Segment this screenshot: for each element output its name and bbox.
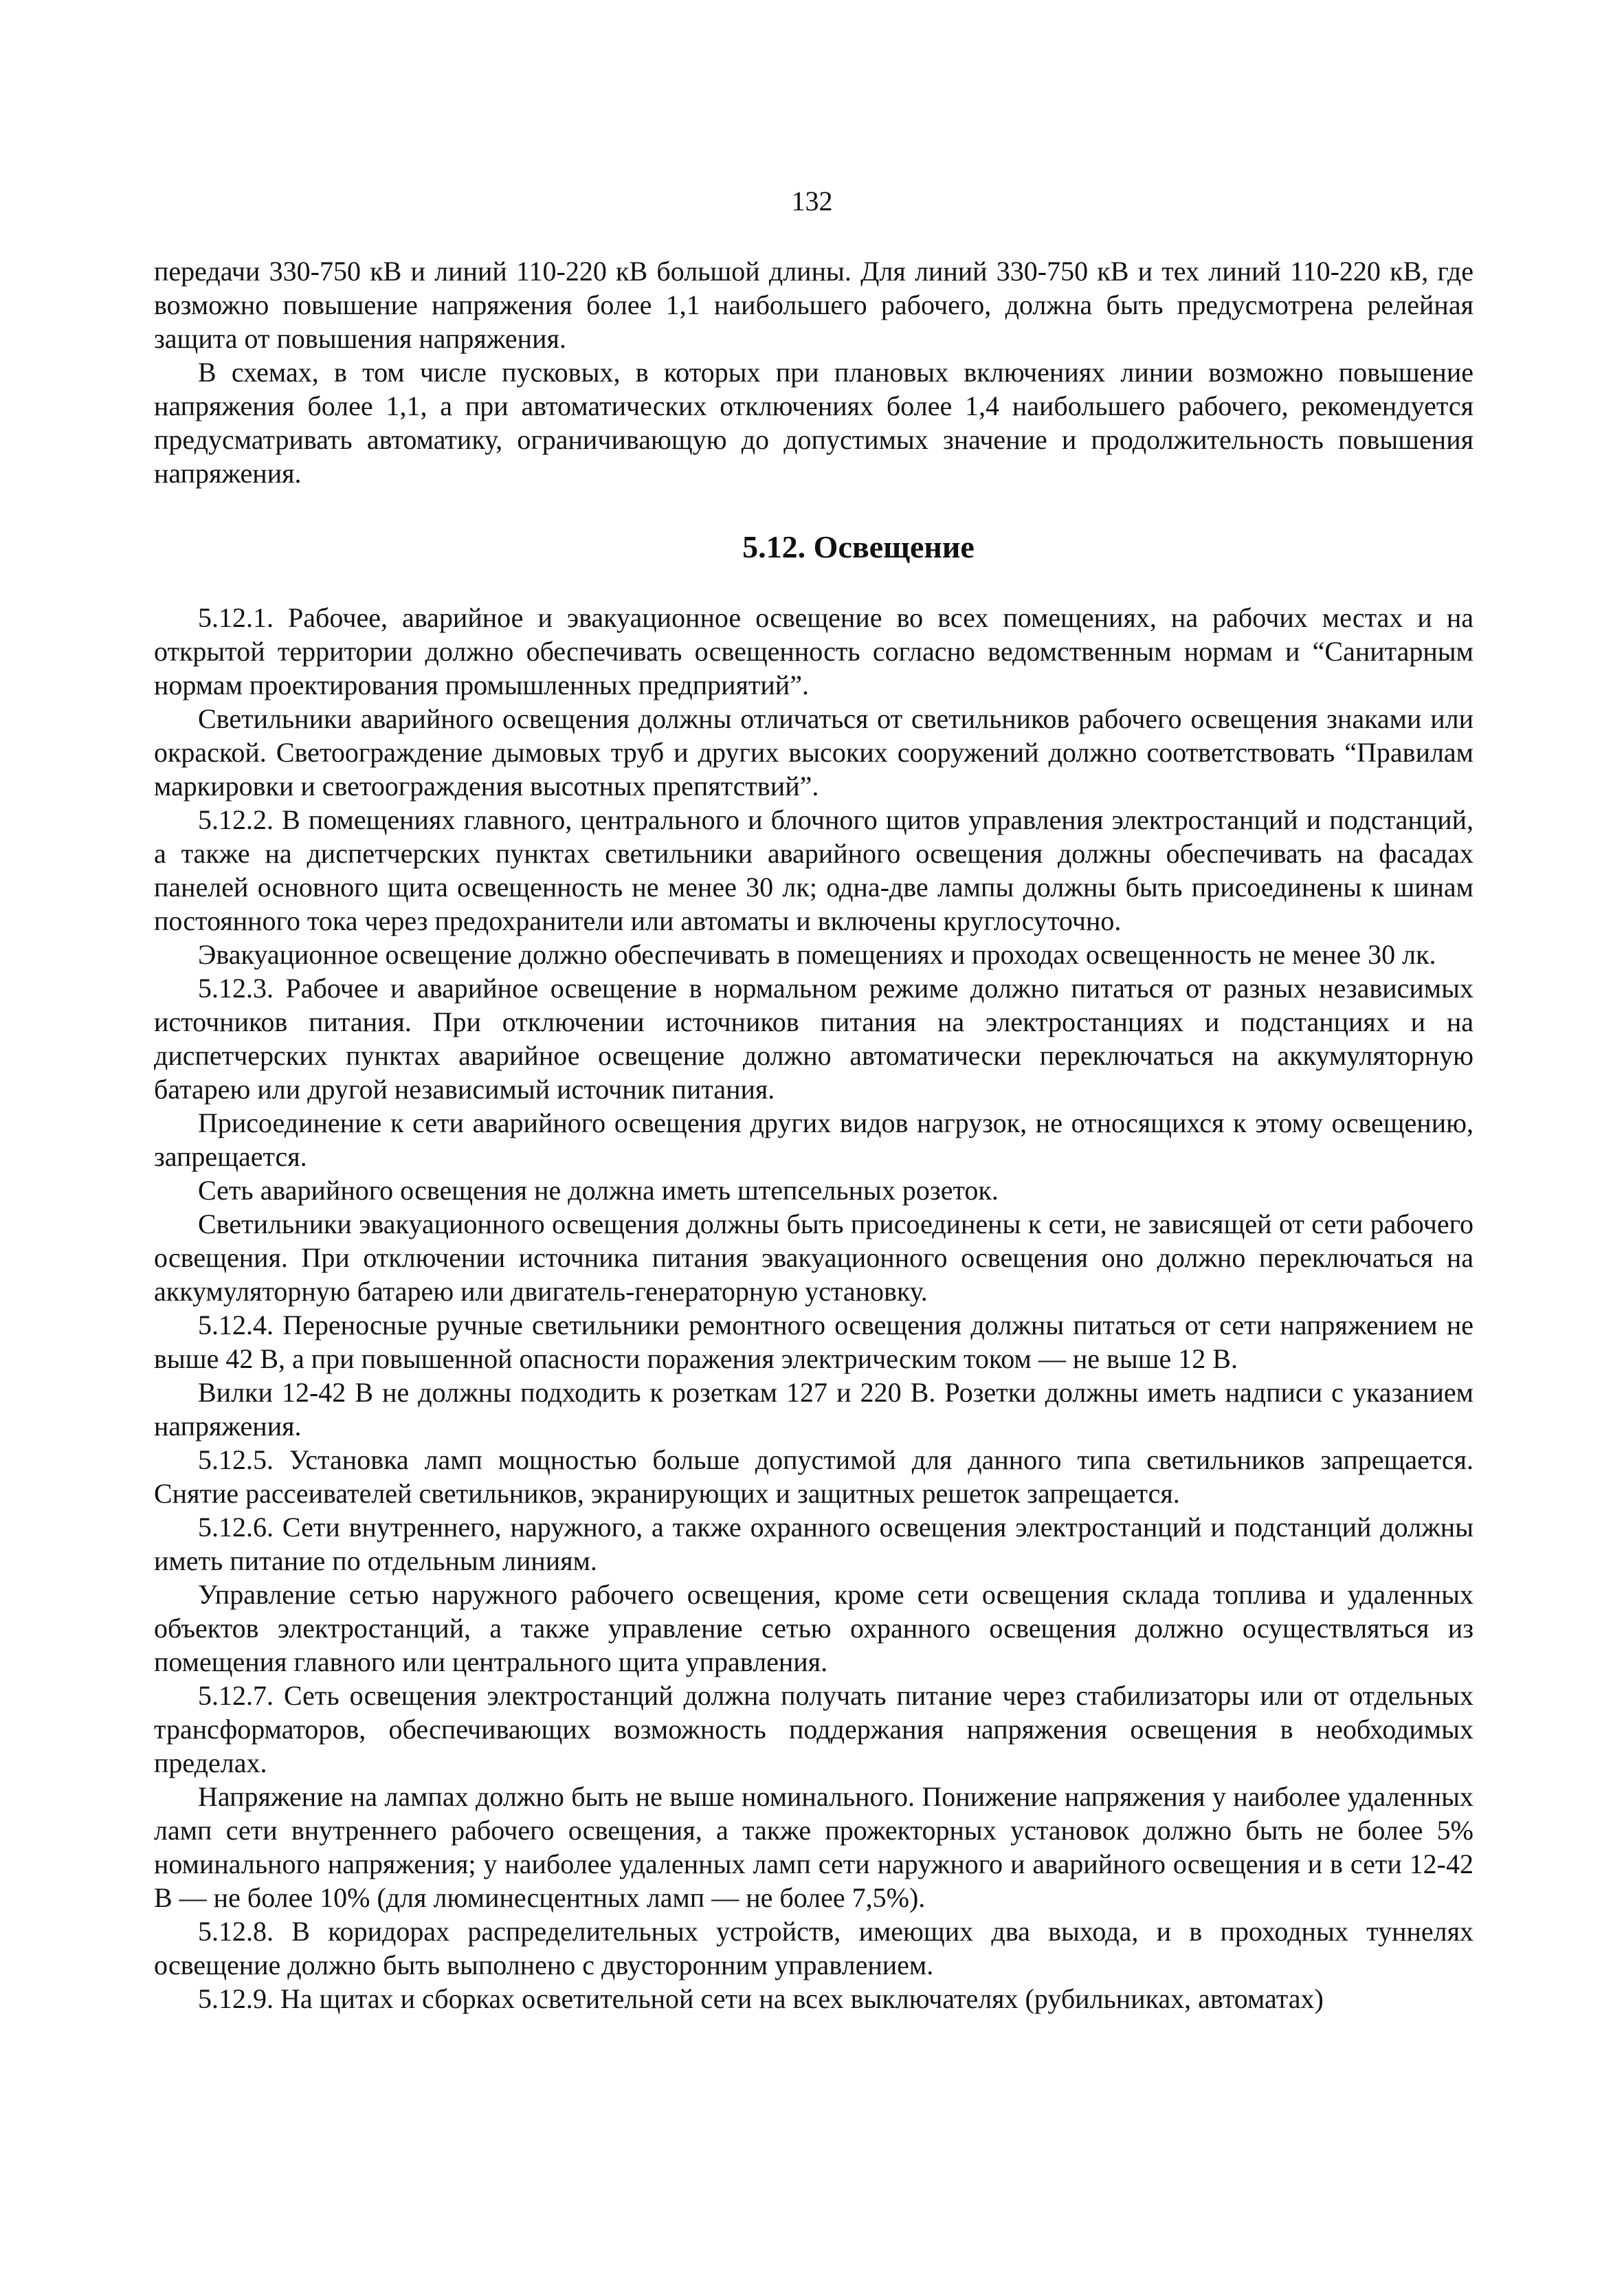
- paragraph: Эвакуационное освещение должно обеспечивать в помещениях и проходах освещенность не менее 30 лк.: [198, 939, 1436, 970]
- paragraph: Присоединение к сети аварийного освещения других видов нагрузок, не относящихся к этому освещению, запрещается.: [154, 1107, 1473, 1172]
- paragraph: В схемах, в том числе пусковых, в которых при плановых включениях линии возможно повышение напряжения более 1,1, а при автоматических отключениях более 1,4 наибольшего рабочего, рекомендуется предусматривать автоматику, ограничивающую до допустимых значение и продолжительность повышения напряжения.: [154, 357, 1473, 489]
- page-number: 132: [791, 186, 833, 217]
- paragraph: 5.12.6. Сети внутреннего, наружного, а также охранного освещения электростанций и подстанций должны иметь питание по отдельным линиям.: [154, 1512, 1473, 1576]
- paragraph: Вилки 12-42 В не должны подходить к розеткам 127 и 220 В. Розетки должны иметь надписи с указанием напряжения.: [154, 1377, 1473, 1442]
- paragraph: 5.12.7. Сеть освещения электростанций должна получать питание через стабилизаторы или от отдельных трансформаторов, обеспечивающих возможность поддержания напряжения освещения в необходимых пределах.: [154, 1680, 1473, 1778]
- paragraph: 5.12.5. Установка ламп мощностью больше допустимой для данного типа светильников запрещается. Снятие рассеивателей светильников, экранирующих и защитных решеток запрещается.: [154, 1444, 1473, 1509]
- paragraph: 5.12.1. Рабочее, аварийное и эвакуационное освещение во всех помещениях, на рабочих местах и на открытой территории должно обеспечивать освещенность согласно ведомственным нормам и “Санитарным нормам проектирования промышленных предприятий”.: [154, 602, 1473, 700]
- paragraph: Сеть аварийного освещения не должна иметь штепсельных розеток.: [198, 1175, 999, 1206]
- paragraph: Светильники аварийного освещения должны отличаться от светильников рабочего освещения знаками или окраской. Светоограждение дымовых труб и других высоких сооружений должно соответствовать “Правилам маркировки и светоограждения высотных препятствий”.: [154, 703, 1473, 802]
- section-heading: 5.12. Освещение: [742, 529, 975, 564]
- body-text: [154, 254, 1473, 2016]
- paragraph: Напряжение на лампах должно быть не выше номинального. Понижение напряжения у наиболее удаленных ламп сети внутреннего рабочего освещения, а также прожекторных установок должно быть не более 5% номинального напряжения; у наиболее удаленных ламп сети наружного и аварийного освещения и в сети 12-42 В — не более 10% (для люминесцентных ламп — не более 7,5%).: [154, 1781, 1473, 1913]
- paragraph: 5.12.8. В коридорах распределительных устройств, имеющих два выхода, и в проходных туннелях освещение должно быть выполнено с двусторонним управлением.: [154, 1916, 1473, 1980]
- paragraph: 5.12.9. На щитах и сборках осветительной сети на всех выключателях (рубильниках, автоматах): [198, 1983, 1324, 2014]
- paragraph: передачи 330-750 кВ и линий 110-220 кВ большой длины. Для линий 330-750 кВ и тех линий 110-220 кВ, где возможно повышение напряжения более 1,1 наибольшего рабочего, должна быть предусмотрена релейная защита от повышения напряжения.: [154, 256, 1473, 354]
- paragraph: 5.12.3. Рабочее и аварийное освещение в нормальном режиме должно питаться от разных независимых источников питания. При отключении источников питания на электростанциях и подстанциях и на диспетчерских пунктах аварийное освещение должно автоматически переключаться на аккумуляторную батарею или другой независимый источник питания.: [154, 973, 1473, 1105]
- paragraph: Светильники эвакуационного освещения должны быть присоединены к сети, не зависящей от сети рабочего освещения. При отключении источника питания эвакуационного освещения оно должно переключаться на аккумуляторную батарею или двигатель-генераторную установку.: [154, 1208, 1473, 1307]
- paragraph: 5.12.2. В помещениях главного, центрального и блочного щитов управления электростанций и подстанций, а также на диспетчерских пунктах светильники аварийного освещения должны обеспечивать на фасадах панелей основного щита освещенность не менее 30 лк; одна-две лампы должны быть присоединены к шинам постоянного тока через предохранители или автоматы и включены круглосуточно.: [154, 804, 1473, 936]
- paragraph: 5.12.4. Переносные ручные светильники ремонтного освещения должны питаться от сети напряжением не выше 42 В, а при повышенной опасности поражения электрическим током — не выше 12 В.: [154, 1310, 1473, 1374]
- paragraph: Управление сетью наружного рабочего освещения, кроме сети освещения склада топлива и удаленных объектов электростанций, а также управление сетью охранного освещения должно осуществляться из помещения главного или центрального щита управления.: [154, 1579, 1473, 1677]
